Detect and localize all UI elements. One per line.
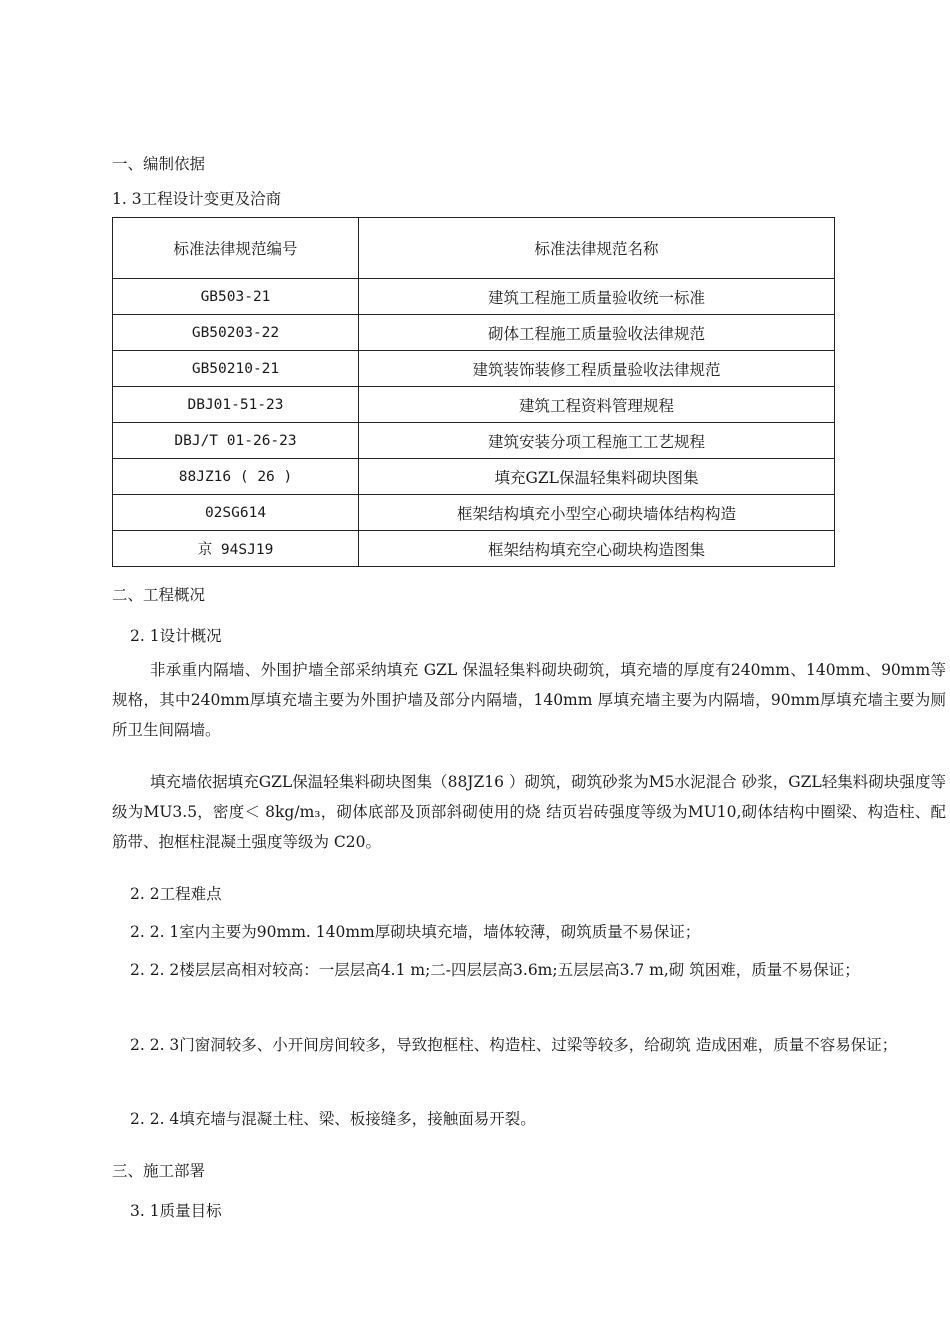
standard-code: GB50203-22 — [113, 315, 359, 351]
standard-name: 建筑工程资料管理规程 — [359, 387, 835, 423]
section-heading-1: 一、编制依据 — [112, 155, 206, 173]
table-header-code: 标准法律规范编号 — [113, 218, 359, 279]
table-row — [113, 387, 835, 423]
standard-code: 京 94SJ19 — [113, 531, 359, 567]
standard-name: 建筑装饰装修工程质量验收法律规范 — [359, 351, 835, 387]
table-row — [113, 495, 835, 531]
standard-name: 填充GZL保温轻集料砌块图集 — [359, 459, 835, 495]
subsection-heading: 2. 2工程难点 — [130, 885, 222, 903]
table-row — [113, 279, 835, 315]
table-row — [113, 459, 835, 495]
paragraph-infill-wall: 填充墙依据填充GZL保温轻集料砌块图集（88JZ16 ）砌筑，砌筑砂浆为M5水泥混合 砂浆，GZL轻集料砌块强度等级为MU3.5，密度＜ 8kg/m₃，砌体底部及顶部斜砌使用的烧 结页岩砖强度等级为MU10,砌体结构中圈梁、构造柱、配筋带、抱框柱混凝土强度等级为 C20。 — [112, 773, 946, 851]
standard-code: 02SG614 — [113, 495, 359, 531]
subsection-heading: 2. 1设计概况 — [130, 627, 222, 645]
difficulty-item: 2. 2. 1室内主要为90mm. 140mm厚砌块填充墙，墙体较薄，砌筑质量不易保证； — [130, 923, 701, 941]
section-heading-2: 二、工程概况 — [112, 586, 206, 604]
difficulty-item: 2. 2. 2楼层层高相对较高：一层层高4.1 m;二-四层层高3.6m;五层层高3.7 m,砌 筑困难，质量不易保证； — [130, 961, 860, 979]
paragraph-design-overview: 非承重内隔墙、外围护墙全部采纳填充 GZL 保温轻集料砌块砌筑，填充墙的厚度有240mm、140mm、90mm等规格，其中240mm厚填充墙主要为外围护墙及部分内隔墙，140mm 厚填充墙主要为内隔墙，90mm厚填充墙主要为厕所卫生间隔墙。 — [112, 661, 946, 739]
table-row — [113, 351, 835, 387]
subsection-heading: 1. 3工程设计变更及洽商 — [112, 190, 282, 208]
standard-name: 建筑工程施工质量验收统一标准 — [359, 279, 835, 315]
table-row — [113, 531, 835, 567]
subsection-heading: 3. 1质量目标 — [130, 1202, 222, 1220]
table-header-name: 标准法律规范名称 — [359, 218, 835, 279]
standard-code: DBJ/T 01-26-23 — [113, 423, 359, 459]
section-heading-3: 三、施工部署 — [112, 1162, 206, 1180]
table-row — [113, 423, 835, 459]
standard-name: 建筑安装分项工程施工工艺规程 — [359, 423, 835, 459]
standard-code: DBJ01-51-23 — [113, 387, 359, 423]
difficulty-item: 2. 2. 3门窗洞较多、小开间房间较多，导致抱框柱、构造柱、过梁等较多，给砌筑 造成困难，质量不容易保证； — [130, 1036, 898, 1054]
standard-code: 88JZ16 ( 26 ) — [113, 459, 359, 495]
standard-name: 框架结构填充小型空心砌块墙体结构构造 — [359, 495, 835, 531]
standard-code: GB50210-21 — [113, 351, 359, 387]
standard-name: 砌体工程施工质量验收法律规范 — [359, 315, 835, 351]
table-header-row — [113, 218, 835, 279]
difficulty-item: 2. 2. 4填充墙与混凝土柱、梁、板接缝多，接触面易开裂。 — [130, 1110, 536, 1128]
standards-table — [112, 217, 835, 567]
table-row — [113, 315, 835, 351]
standard-code: GB503-21 — [113, 279, 359, 315]
standard-name: 框架结构填充空心砌块构造图集 — [359, 531, 835, 567]
